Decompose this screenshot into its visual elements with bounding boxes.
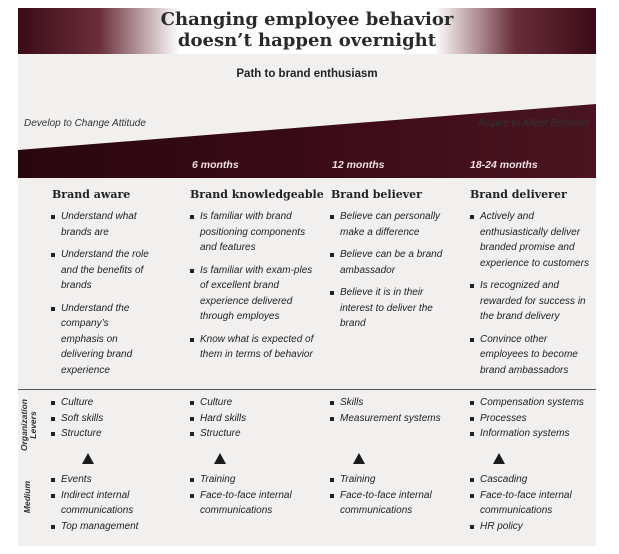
list-item: Processes [469,411,595,427]
title-band [18,8,596,54]
month-label-18-24: 18-24 months [470,159,538,171]
medium-col-1 [50,472,170,534]
stage-title-knowledgeable: Brand knowledgeable [190,188,324,201]
list-item: Face-to-face internal communications [329,488,453,519]
list-item: Soft skills [50,411,160,427]
month-label-6: 6 months [192,159,239,171]
levers-side-label: Organization Levers [19,399,38,451]
list-item: Structure [189,426,309,442]
medium-col-2 [189,472,313,519]
triangle-icon [82,453,94,464]
list-item: Know what is expected of them in terms of behavior [189,332,317,363]
stage-title-believer: Brand believer [331,188,422,201]
title-line-1: Changing employee behavior [160,9,454,30]
list-item: Face-to-face internal communications [469,488,595,519]
stage-items-knowledgeable [189,209,317,370]
path-label: Path to brand enthusiasm [236,68,378,80]
levers-col-1 [50,395,160,442]
left-label: Develop to Change Attitude [24,118,146,129]
list-item: Training [189,472,313,488]
triangle-icon [493,453,505,464]
medium-col-4 [469,472,595,534]
list-item: Events [50,472,170,488]
stage-title-aware: Brand aware [52,188,131,201]
list-item: Convince other employees to become brand ambassadors [469,332,595,379]
list-item: Culture [50,395,160,411]
right-label: Inspire to Affect Behavior [478,118,590,129]
stage-title-deliverer: Brand deliverer [470,188,567,201]
list-item: Is familiar with exam-ples of excellent brand experience delivered through employes [189,263,317,325]
infographic-frame [18,8,596,546]
list-item: HR policy [469,519,595,535]
list-item: Structure [50,426,160,442]
triangle-icon [353,453,365,464]
levers-col-2 [189,395,309,442]
stage-items-deliverer [469,209,595,385]
stage-items-believer [329,209,453,339]
list-item: Culture [189,395,309,411]
list-item: Training [329,472,453,488]
list-item: Believe it is in their interest to deliver the brand [329,285,453,332]
list-item: Understand the role and the benefits of brands [50,247,150,294]
list-item: Measurement systems [329,411,453,427]
list-item: Skills [329,395,453,411]
levers-col-4 [469,395,595,442]
list-item: Hard skills [189,411,309,427]
list-item: Is familiar with brand positioning components and features [189,209,317,256]
list-item: Compensation systems [469,395,595,411]
levers-col-3 [329,395,453,426]
medium-col-3 [329,472,453,519]
list-item: Information systems [469,426,595,442]
list-item: Is recognized and rewarded for success in the brand delivery [469,278,595,325]
title-line-2: doesn’t happen overnight [177,30,437,51]
list-item: Indirect internal communications [50,488,170,519]
section-divider [18,389,596,390]
list-item: Face-to-face internal communications [189,488,313,519]
medium-side-label: Medium [22,480,32,514]
month-label-12: 12 months [332,159,385,171]
stage-items-aware [50,209,150,385]
list-item: Cascading [469,472,595,488]
list-item: Believe can personally make a difference [329,209,453,240]
triangle-icon [214,453,226,464]
list-item: Top management [50,519,170,535]
list-item: Believe can be a brand ambassador [329,247,453,278]
list-item: Understand what brands are [50,209,150,240]
list-item: Understand the company’s emphasis on delivering brand experience [50,301,150,379]
list-item: Actively and enthusiastically deliver branded promise and experience to customers [469,209,595,271]
